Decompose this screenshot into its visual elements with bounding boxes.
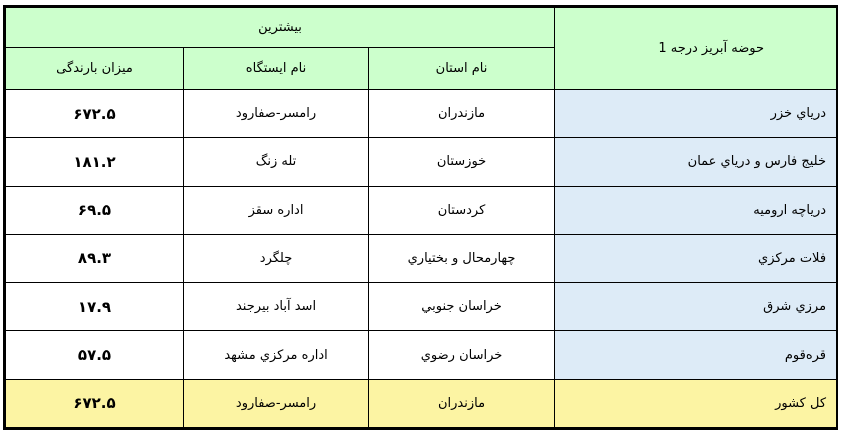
basin-cell: قره‌قوم	[555, 331, 837, 379]
station-cell: چلگرد	[184, 234, 369, 282]
rainfall-table-frame	[3, 5, 838, 430]
table-row	[6, 138, 837, 186]
table-row	[6, 90, 837, 138]
basin-column-header: حوضه آبریز درجه 1	[555, 8, 837, 90]
basin-cell: درياي خزر	[555, 90, 837, 138]
total-rainfall-cell: ۶۷۲.۵	[6, 379, 184, 427]
table-row	[6, 186, 837, 234]
province-cell: خوزستان	[369, 138, 555, 186]
table-row	[6, 234, 837, 282]
province-cell: مازندران	[369, 90, 555, 138]
station-column-header: نام ایستگاه	[184, 48, 369, 90]
total-station-cell: رامسر-صفارود	[184, 379, 369, 427]
rainfall-table	[5, 7, 837, 428]
rainfall-cell: ۶۷۲.۵	[6, 90, 184, 138]
rainfall-cell: ۱۸۱.۲	[6, 138, 184, 186]
station-cell: اسد آباد بيرجند	[184, 283, 369, 331]
province-cell: كردستان	[369, 186, 555, 234]
max-group-header: بیشترین	[6, 8, 555, 48]
rainfall-cell: ۶۹.۵	[6, 186, 184, 234]
rainfall-cell: ۸۹.۳	[6, 234, 184, 282]
station-cell: اداره مركزي مشهد	[184, 331, 369, 379]
rainfall-cell: ۱۷.۹	[6, 283, 184, 331]
basin-cell: فلات مركزي	[555, 234, 837, 282]
total-basin-cell: كل كشور	[555, 379, 837, 427]
basin-cell: خليج فارس و درياي عمان	[555, 138, 837, 186]
total-row	[6, 379, 837, 427]
rainfall-column-header: میزان بارندگی	[6, 48, 184, 90]
province-cell: خراسان رضوي	[369, 331, 555, 379]
station-cell: رامسر-صفارود	[184, 90, 369, 138]
total-province-cell: مازندران	[369, 379, 555, 427]
rainfall-cell: ۵۷.۵	[6, 331, 184, 379]
province-cell: چهارمحال و بختياري	[369, 234, 555, 282]
station-cell: تله زنگ	[184, 138, 369, 186]
table-row	[6, 283, 837, 331]
province-column-header: نام استان	[369, 48, 555, 90]
station-cell: اداره سقز	[184, 186, 369, 234]
province-cell: خراسان جنوبي	[369, 283, 555, 331]
table-row	[6, 331, 837, 379]
basin-cell: مرزي شرق	[555, 283, 837, 331]
basin-cell: درياچه اروميه	[555, 186, 837, 234]
